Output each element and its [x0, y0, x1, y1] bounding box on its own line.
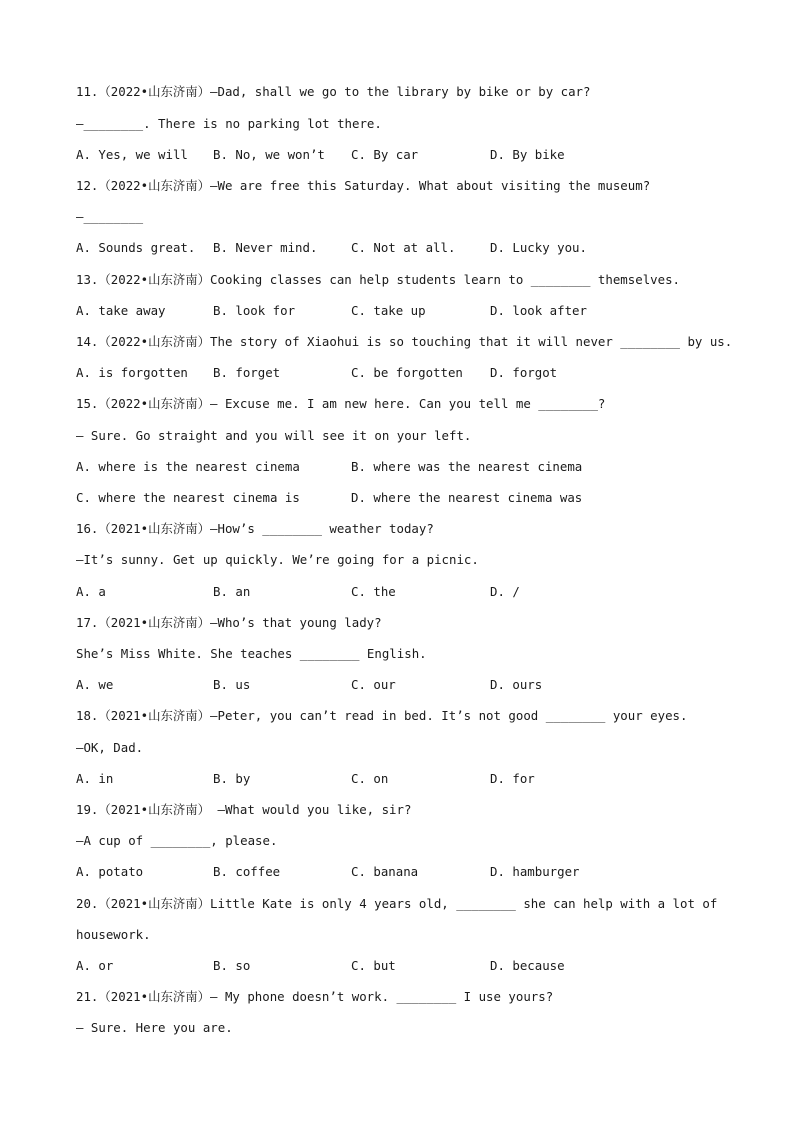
option-b: B. so — [213, 958, 251, 973]
question-stem: 19.（2021•山东济南） —What would you like, sir? — [76, 802, 412, 817]
question-dialogue: —________ — [76, 209, 144, 224]
question-dialogue: She’s Miss White. She teaches ________ English. — [76, 646, 427, 661]
options-row — [76, 301, 587, 321]
option-d: D. hamburger — [490, 864, 580, 879]
option-c: C. take up — [351, 303, 426, 318]
option-a: A. we — [76, 677, 114, 692]
question-stem: 14.（2022•山东济南）The story of Xiaohui is so touching that it will never ________ by us. — [76, 334, 733, 349]
option-b: B. by — [213, 771, 251, 786]
option-d: D. / — [490, 584, 520, 599]
option-c: C. the — [351, 584, 396, 599]
option-b: B. look for — [213, 303, 296, 318]
option-b: B. No, we won’t — [213, 147, 325, 162]
option-a: A. is forgotten — [76, 365, 188, 380]
options-row — [76, 363, 558, 383]
options-row — [76, 769, 535, 789]
option-a: A. Sounds great. — [76, 240, 196, 255]
question-stem: 12.（2022•山东济南）—We are free this Saturday. What about visiting the museum? — [76, 178, 651, 193]
option-a: A. potato — [76, 864, 144, 879]
options-row — [76, 582, 520, 602]
question-stem: 15.（2022•山东济南）— Excuse me. I am new here. Can you tell me ________? — [76, 396, 606, 411]
option-d: D. Lucky you. — [490, 240, 587, 255]
options-row — [76, 956, 565, 976]
option-d: D. because — [490, 958, 565, 973]
option-c: C. on — [351, 771, 389, 786]
option-d: D. for — [490, 771, 535, 786]
option-a: A. or — [76, 958, 114, 973]
option-c: C. Not at all. — [351, 240, 456, 255]
option-d: D. where the nearest cinema was — [351, 490, 583, 505]
options-row — [76, 488, 583, 508]
options-row — [76, 675, 543, 695]
question-dialogue: — Sure. Here you are. — [76, 1020, 233, 1035]
option-a: A. in — [76, 771, 114, 786]
question-dialogue: —OK, Dad. — [76, 740, 144, 755]
option-a: A. a — [76, 584, 106, 599]
option-b: B. Never mind. — [213, 240, 318, 255]
option-b: B. coffee — [213, 864, 281, 879]
question-dialogue: —A cup of ________, please. — [76, 833, 278, 848]
option-c: C. our — [351, 677, 396, 692]
question-continuation: housework. — [76, 927, 151, 942]
options-row — [76, 238, 587, 258]
option-d: D. forgot — [490, 365, 558, 380]
option-d: D. look after — [490, 303, 587, 318]
options-row — [76, 457, 583, 477]
options-row — [76, 862, 580, 882]
question-stem: 20.（2021•山东济南）Little Kate is only 4 years old, ________ she can help with a lot of — [76, 896, 718, 911]
option-c: C. be forgotten — [351, 365, 463, 380]
question-dialogue: — Sure. Go straight and you will see it on your left. — [76, 428, 472, 443]
option-c: C. banana — [351, 864, 419, 879]
option-d: D. ours — [490, 677, 543, 692]
question-stem: 16.（2021•山东济南）—How’s ________ weather today? — [76, 521, 434, 536]
option-a: A. take away — [76, 303, 166, 318]
option-c: C. but — [351, 958, 396, 973]
question-stem: 21.（2021•山东济南）— My phone doesn’t work. ________ I use yours? — [76, 989, 554, 1004]
question-dialogue: —It’s sunny. Get up quickly. We’re going for a picnic. — [76, 552, 479, 567]
option-c: C. By car — [351, 147, 419, 162]
option-a: A. Yes, we will — [76, 147, 188, 162]
option-d: D. By bike — [490, 147, 565, 162]
question-stem: 11.（2022•山东济南）—Dad, shall we go to the library by bike or by car? — [76, 84, 591, 99]
question-stem: 17.（2021•山东济南）—Who’s that young lady? — [76, 615, 382, 630]
option-b: B. us — [213, 677, 251, 692]
question-dialogue: —________. There is no parking lot there. — [76, 116, 382, 131]
option-b: B. where was the nearest cinema — [351, 459, 583, 474]
option-a: A. where is the nearest cinema — [76, 459, 300, 474]
option-b: B. forget — [213, 365, 281, 380]
question-stem: 18.（2021•山东济南）—Peter, you can’t read in bed. It’s not good ________ your eyes. — [76, 708, 688, 723]
option-b: B. an — [213, 584, 251, 599]
options-row — [76, 145, 565, 165]
option-c: C. where the nearest cinema is — [76, 490, 300, 505]
question-stem: 13.（2022•山东济南）Cooking classes can help students learn to ________ themselves. — [76, 272, 680, 287]
